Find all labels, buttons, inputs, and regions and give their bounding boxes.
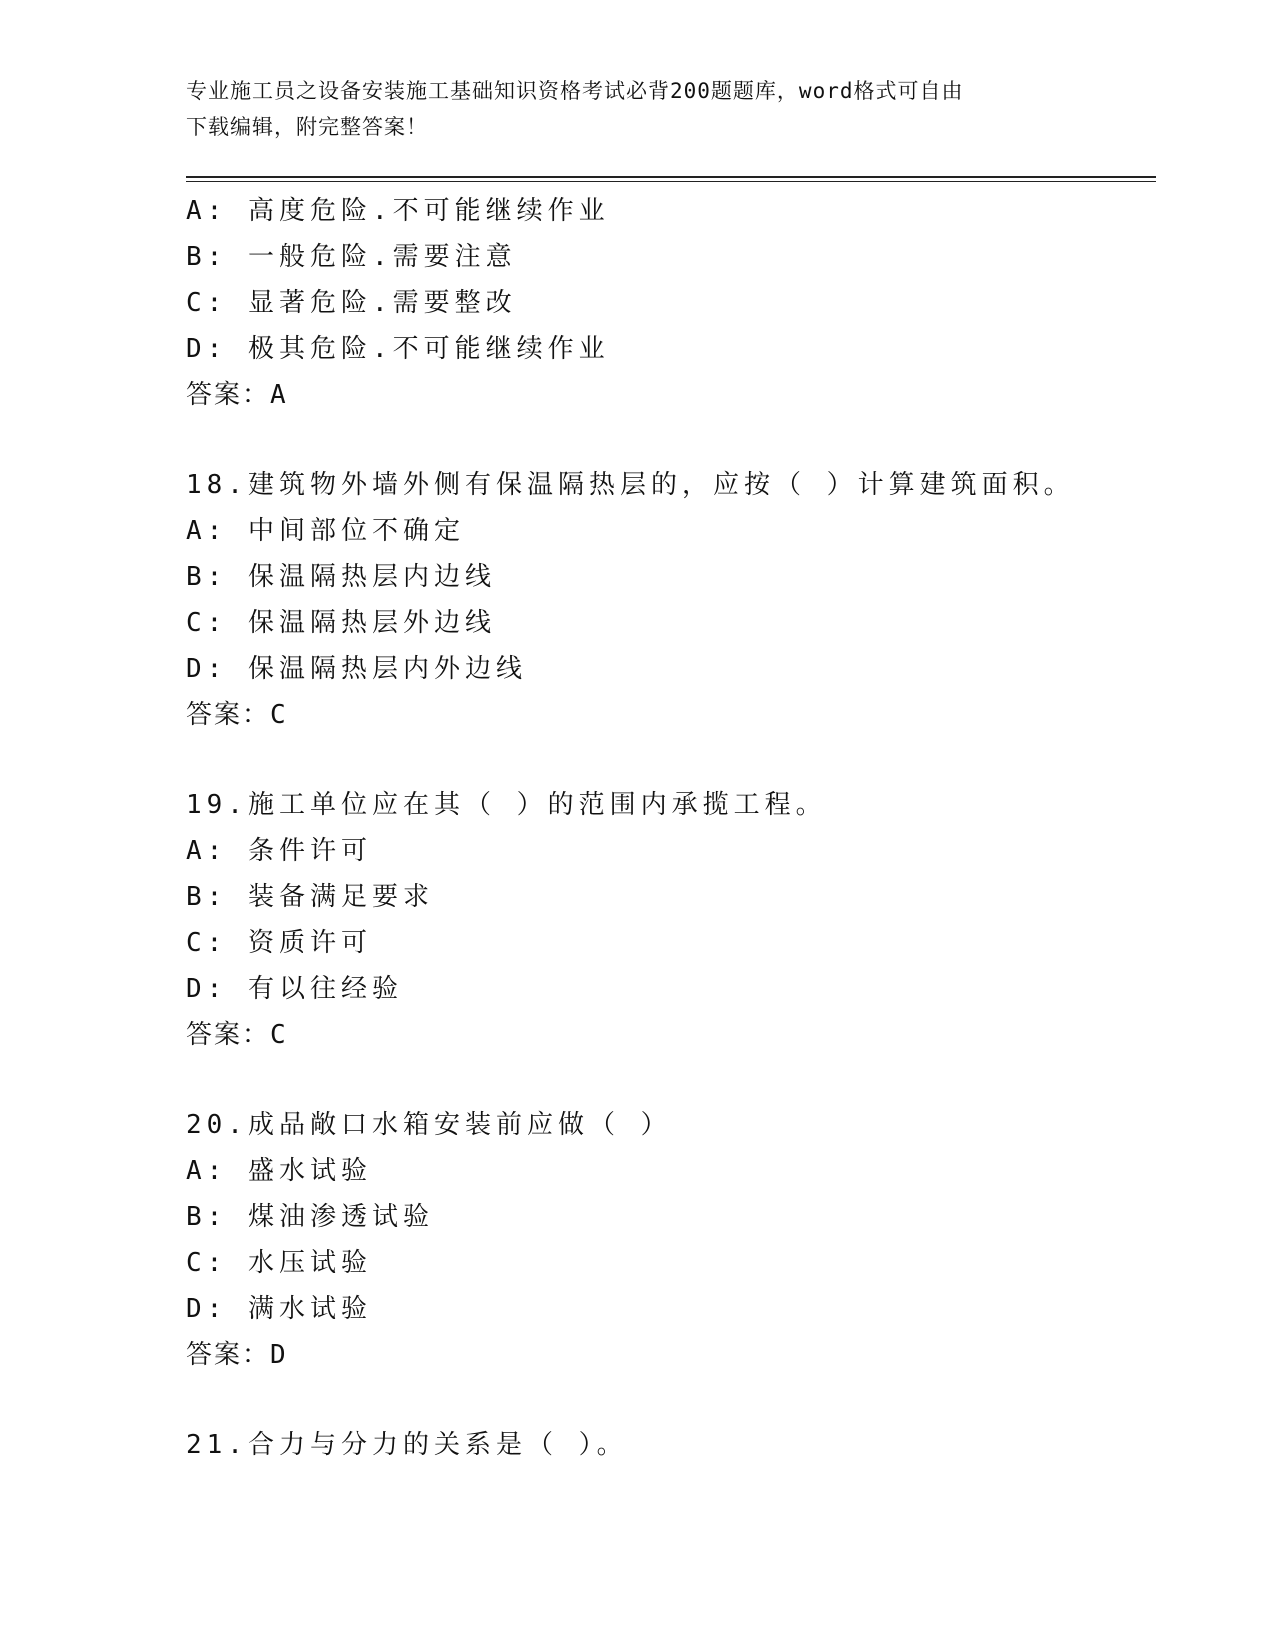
question-text: 21.合力与分力的关系是（ ）。 <box>186 1430 628 1460</box>
answer-line: 答案：D <box>186 1340 288 1370</box>
question-text: 19.施工单位应在其（ ）的范围内承揽工程。 <box>186 790 827 820</box>
option-b: B: 煤油渗透试验 <box>186 1202 434 1232</box>
option-d: D: 有以往经验 <box>186 974 403 1004</box>
option-d: D: 保温隔热层内外边线 <box>186 654 527 684</box>
option-b: B: 保温隔热层内边线 <box>186 562 496 592</box>
answer-line: 答案：C <box>186 1020 288 1050</box>
option-c: C: 水压试验 <box>186 1248 372 1278</box>
header-line-1: 专业施工员之设备安装施工基础知识资格考试必背200题题库，word格式可自由 <box>186 79 964 103</box>
option-c: C: 保温隔热层外边线 <box>186 608 496 638</box>
spacer <box>186 738 1156 782</box>
answer-line: 答案：C <box>186 700 288 730</box>
spacer <box>186 1378 1156 1422</box>
spacer <box>186 1058 1156 1102</box>
option-d: D: 满水试验 <box>186 1294 372 1324</box>
option-a: A: 盛水试验 <box>186 1156 372 1186</box>
header-line-2: 下载编辑，附完整答案！ <box>186 115 428 139</box>
question-block-21 <box>186 1422 1156 1468</box>
spacer <box>186 418 1156 462</box>
header-divider-thin <box>186 181 1156 182</box>
question-block-18 <box>186 462 1156 738</box>
question-block-19 <box>186 782 1156 1058</box>
option-a: A: 高度危险.不可能继续作业 <box>186 196 610 226</box>
option-a: A: 条件许可 <box>186 836 372 866</box>
question-list <box>186 188 1156 1468</box>
option-b: B: 一般危险.需要注意 <box>186 242 517 272</box>
document-header <box>186 73 1066 145</box>
option-c: C: 资质许可 <box>186 928 372 958</box>
question-text: 20.成品敞口水箱安装前应做（ ） <box>186 1110 672 1140</box>
question-text: 18.建筑物外墙外侧有保温隔热层的，应按（ ）计算建筑面积。 <box>186 470 1075 500</box>
question-block-20 <box>186 1102 1156 1378</box>
question-block-17 <box>186 188 1156 418</box>
option-c: C: 显著危险.需要整改 <box>186 288 517 318</box>
option-a: A: 中间部位不确定 <box>186 516 465 546</box>
option-b: B: 装备满足要求 <box>186 882 434 912</box>
header-divider-thick <box>186 176 1156 178</box>
option-d: D: 极其危险.不可能继续作业 <box>186 334 610 364</box>
answer-line: 答案：A <box>186 380 288 410</box>
